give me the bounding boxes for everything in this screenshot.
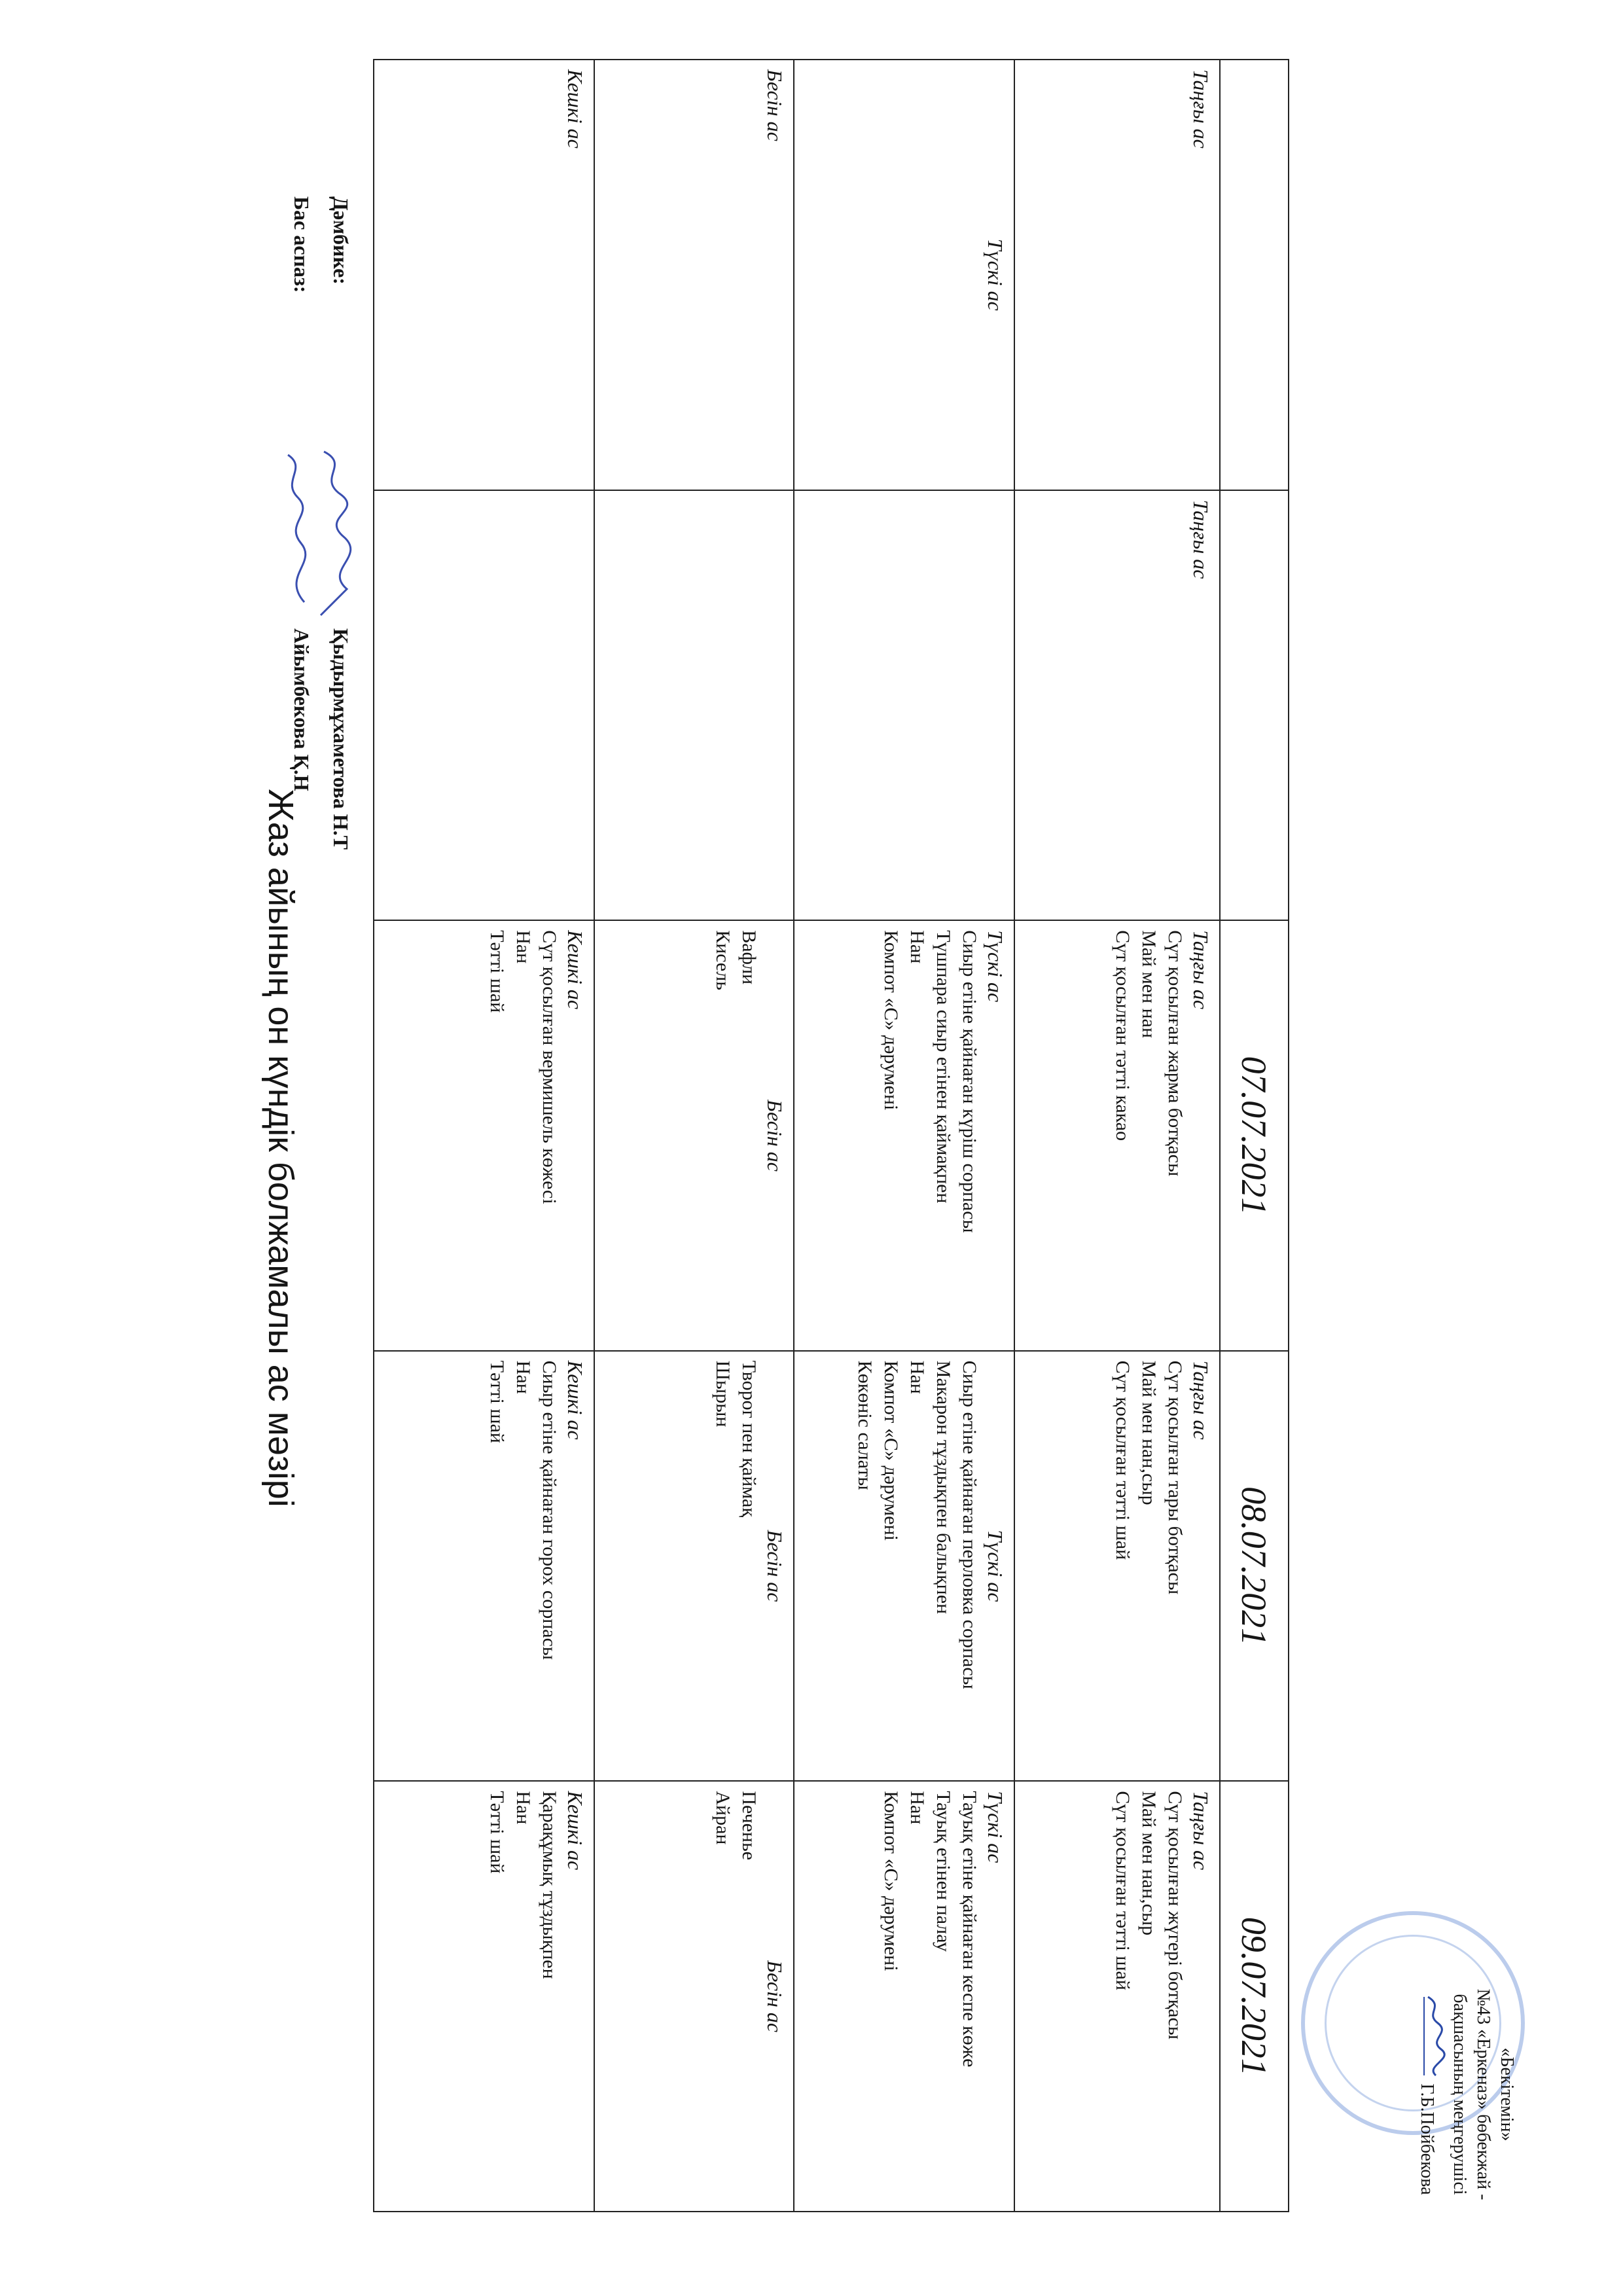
afternoon-snack-row bbox=[594, 60, 794, 2212]
menu-cell bbox=[794, 1781, 1014, 2212]
dish-item: Кисель bbox=[712, 930, 734, 990]
menu-cell bbox=[374, 920, 594, 1351]
meal-label: Таңғы ас bbox=[1188, 69, 1213, 149]
meal-label: Кешкі ас bbox=[563, 1360, 588, 1440]
approval-line-2: №43 «Еркеназ» бөбекжай - bbox=[1473, 1988, 1493, 2200]
dish-item: Тәтті шай bbox=[486, 1360, 508, 1443]
dish-item: Нан bbox=[906, 1360, 929, 1394]
meal-label: Бесін ас bbox=[763, 1100, 787, 1172]
approval-signature-line bbox=[1415, 1931, 1448, 2258]
menu-cell bbox=[594, 490, 794, 921]
dish-item: Сүт қосылған тәтті шай bbox=[1111, 1360, 1133, 1560]
dish-item: Май мен нан bbox=[1137, 930, 1160, 1039]
meal-label: Бесін ас bbox=[763, 1530, 787, 1602]
menu-cell bbox=[794, 1351, 1014, 1782]
dish-item: Қарақұмық тұздықпен bbox=[539, 1791, 561, 1979]
dish-item: Компот «С» дәрумені bbox=[880, 930, 902, 1111]
meal-label: Таңғы ас bbox=[1188, 930, 1213, 1010]
dish-item: Май мен нан,сыр bbox=[1137, 1360, 1160, 1505]
menu-cell bbox=[594, 1351, 794, 1782]
dinner-row bbox=[374, 60, 594, 2212]
dish-item: Нан bbox=[906, 930, 929, 964]
signature-role: Дәмбике: bbox=[329, 196, 353, 285]
dish-item: Макарон тұздықпен балықпен bbox=[933, 1360, 955, 1615]
dish-item: Шырын bbox=[712, 1360, 734, 1427]
meal-label: Таңғы ас bbox=[1188, 1360, 1213, 1440]
menu-cell bbox=[374, 60, 594, 490]
dish-item: Сүт қосылған вермишель көжесі bbox=[539, 930, 561, 1204]
dish-item: Компот «С» дәрумені bbox=[880, 1360, 902, 1541]
menu-cell bbox=[1014, 1781, 1219, 2212]
dish-item: Тәтті шай bbox=[486, 1791, 508, 1874]
breakfast-row bbox=[1014, 60, 1219, 2212]
meal-label: Таңғы ас bbox=[1188, 499, 1213, 579]
dish-item: Май мен нан,сыр bbox=[1137, 1791, 1160, 1936]
signature-line bbox=[275, 196, 314, 1178]
signature-line bbox=[314, 196, 353, 1178]
dish-item: Сүт қосылған жарма ботқасы bbox=[1164, 930, 1186, 1177]
dish-item: Нан bbox=[512, 930, 535, 964]
menu-cell bbox=[794, 490, 1014, 921]
date-header-cell: 08.07.2021 bbox=[1220, 1351, 1289, 1782]
dish-item: Вафли bbox=[738, 930, 760, 985]
menu-cell bbox=[794, 60, 1014, 490]
date-header-cell bbox=[1220, 490, 1289, 921]
signature-name: Қыдырмұхаметова Н.Т bbox=[329, 628, 353, 850]
page-title: Жаз айының он күндік болжамалы ас мәзірі bbox=[261, 789, 300, 1507]
dish-item: Сиыр етіне қайнаған күріш сорпасы bbox=[959, 930, 981, 1233]
meal-label: Түскі ас bbox=[984, 1791, 1008, 1863]
dish-item: Сүт қосылған тары ботқасы bbox=[1164, 1360, 1186, 1595]
date-header-cell: 07.07.2021 bbox=[1220, 920, 1289, 1351]
meal-label: Кешкі ас bbox=[563, 930, 588, 1010]
meal-label: Бесін ас bbox=[763, 69, 787, 141]
menu-cell bbox=[1014, 60, 1219, 490]
meal-label: Түскі ас bbox=[984, 1530, 1008, 1602]
lunch-row bbox=[794, 60, 1014, 2212]
menu-cell bbox=[1014, 920, 1219, 1351]
dish-item: Печенье bbox=[738, 1791, 760, 1861]
signature-name: Айымбекова Қ.Н bbox=[290, 628, 313, 791]
handwritten-signature-icon bbox=[314, 445, 353, 628]
menu-cell bbox=[594, 920, 794, 1351]
meal-label: Таңғы ас bbox=[1188, 1791, 1213, 1871]
approval-signature-name: Г.Б.Пойбекова bbox=[1417, 2083, 1437, 2195]
menu-cell bbox=[374, 1781, 594, 2212]
approval-line-3: бақшасының меңгерушісі bbox=[1450, 1994, 1470, 2195]
dish-item: Сүт қосылған тәтті какао bbox=[1111, 930, 1133, 1141]
dish-item: Нан bbox=[906, 1791, 929, 1825]
date-header-row bbox=[1220, 60, 1289, 2212]
dish-item: Тауық етіне қайнаған кеспе көже bbox=[959, 1791, 981, 2068]
meal-label: Түскі ас bbox=[984, 930, 1008, 1003]
dish-item: Сиыр етіне қайнаған горох сорпасы bbox=[539, 1360, 561, 1660]
dish-item: Компот «С» дәрумені bbox=[880, 1791, 902, 1971]
dish-item: Айран bbox=[712, 1791, 734, 1845]
dish-item: Түшпара сиыр етінен қаймақпен bbox=[933, 930, 955, 1204]
menu-cell bbox=[374, 490, 594, 921]
meal-label: Түскі ас bbox=[984, 238, 1008, 311]
menu-cell bbox=[1014, 490, 1219, 921]
approval-block bbox=[1415, 1931, 1518, 2258]
dish-item: Сүт қосылған тәтті шай bbox=[1111, 1791, 1133, 1990]
dish-item: Нан bbox=[512, 1791, 535, 1825]
dish-item: Сүт қосылған жүгері ботқасы bbox=[1164, 1791, 1186, 2040]
approval-line-1: «Бекітемін» bbox=[1497, 2047, 1517, 2142]
menu-cell bbox=[594, 1781, 794, 2212]
meal-label: Бесін ас bbox=[763, 1960, 787, 2033]
director-signature-icon bbox=[1421, 1994, 1448, 2079]
dish-item: Тауық етінен палау bbox=[933, 1791, 955, 1952]
menu-cell bbox=[594, 60, 794, 490]
menu-table bbox=[373, 59, 1289, 2212]
dish-item: Творог пен қаймақ bbox=[738, 1360, 760, 1517]
date-header-cell: 09.07.2021 bbox=[1220, 1781, 1289, 2212]
dish-item: Нан bbox=[512, 1360, 535, 1394]
dish-item: Көкөніс салаты bbox=[854, 1360, 876, 1490]
dish-item: Тәтті шай bbox=[486, 930, 508, 1013]
menu-cell bbox=[374, 1351, 594, 1782]
date-header-cell bbox=[1220, 60, 1289, 490]
signature-role: Бас аспаз: bbox=[290, 196, 313, 293]
menu-cell bbox=[794, 920, 1014, 1351]
signature-block bbox=[275, 196, 353, 1178]
meal-label: Кешкі ас bbox=[563, 69, 588, 149]
dish-item: Сиыр етіне қайнаған перловка сорпасы bbox=[959, 1360, 981, 1689]
meal-label: Кешкі ас bbox=[563, 1791, 588, 1871]
handwritten-signature-icon bbox=[275, 445, 314, 628]
menu-cell bbox=[1014, 1351, 1219, 1782]
